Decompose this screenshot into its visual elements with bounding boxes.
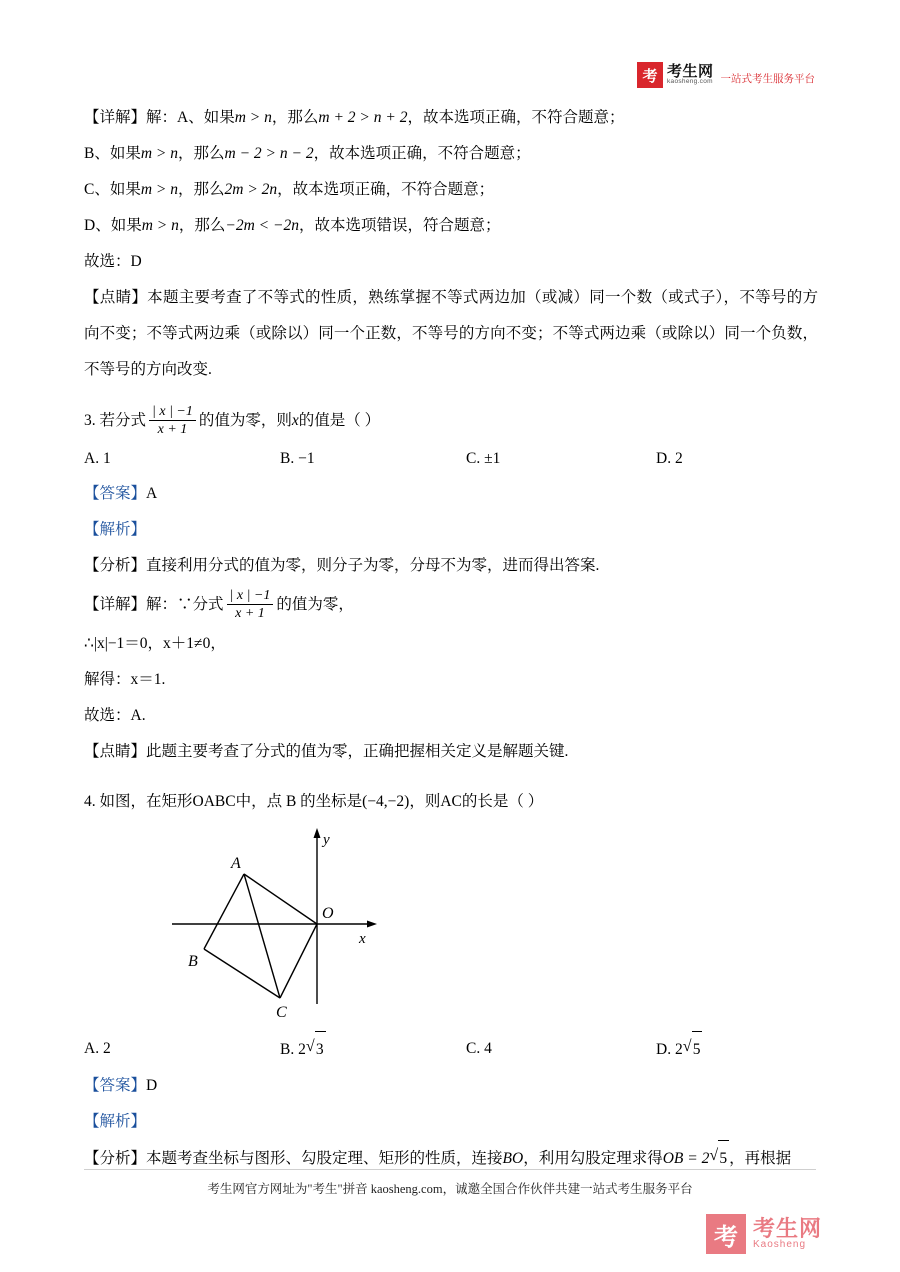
q3-xiangjie-line: [84, 584, 818, 626]
detail-line-d: [84, 208, 818, 244]
q3-options: [84, 442, 818, 476]
detail-a-mid: ，那么: [271, 109, 319, 126]
detail-b-expr: m − 2 > n − 2: [224, 145, 314, 162]
q4-answer-label: 【答案】: [84, 1077, 147, 1094]
question-4-stem: [84, 784, 818, 820]
q4-fenxi-bo: BO: [502, 1150, 524, 1167]
q4-option-d[interactable]: [656, 1031, 702, 1068]
detail-answer-line: 故选：D: [84, 253, 142, 270]
q4-number: 4.: [84, 793, 96, 810]
q3-answer-value: A: [146, 485, 158, 502]
q3-stem-end: 的值是（ ）: [298, 412, 381, 429]
q3-because-symbol: ∵: [177, 596, 193, 613]
q4-option-b-sqrt: [306, 1031, 326, 1068]
q4-option-d-sqrt: [683, 1031, 703, 1068]
detail-b-ineq: m > n: [140, 145, 178, 162]
label-B: B: [188, 953, 198, 970]
q4-option-b-prefix: B.: [280, 1041, 295, 1058]
label-x: x: [359, 931, 366, 947]
q3-fraction: [149, 403, 196, 438]
question-3-stem: [84, 400, 818, 442]
q3-option-b[interactable]: B. −1: [280, 450, 315, 467]
q3-xiangjie-tail: 的值为零，: [276, 596, 354, 613]
detail-d-prefix: D、如果: [84, 217, 142, 234]
q3-xiangjie-label: 【详解】解：: [84, 596, 178, 613]
q3-xj-frac-denominator: x + 1: [227, 604, 274, 622]
logo-text: [667, 64, 714, 87]
watermark-text: [753, 1217, 822, 1252]
detail-line-b: [84, 136, 818, 172]
detail-d-ineq: m > n: [141, 217, 179, 234]
detail-a-prefix: 【详解】解：A、如果: [84, 109, 235, 126]
label-O: O: [322, 905, 334, 922]
watermark: [706, 1214, 822, 1254]
logo-name: 考生网: [666, 62, 714, 80]
q4-answer-line: [84, 1068, 818, 1104]
detail-c-ineq: m > n: [140, 181, 178, 198]
q4-figure: [84, 826, 818, 1031]
q4-fenxi-line: [84, 1140, 818, 1177]
q4-option-d-prefix: D.: [656, 1041, 672, 1058]
q4-fenxi-label: 【分析】: [84, 1150, 147, 1167]
q3-option-d[interactable]: D. 2: [656, 450, 683, 467]
q3-step-2: 解得：x＝1.: [84, 671, 166, 688]
q3-dianjing: 【点睛】此题主要考查了分式的值为零，正确把握相关定义是解题关键.: [84, 743, 569, 760]
page-footer: [0, 1179, 900, 1198]
q3-fenxi-text: 直接利用分式的值为零，则分子为零，分母不为零，进而得出答案.: [146, 557, 600, 574]
detail-c-prefix: C、如果: [84, 181, 141, 198]
coordinate-figure-svg: [84, 826, 818, 1031]
footer-divider: [84, 1169, 816, 1170]
q3-fenxi-label: 【分析】: [84, 557, 147, 574]
watermark-pinyin: Kaosheng: [752, 1239, 807, 1251]
q4-fenxi-text-1: 本题考查坐标与图形、勾股定理、矩形的性质，连接: [146, 1150, 503, 1167]
q4-analysis-label: 【解析】: [84, 1113, 147, 1130]
q4-option-b-coef: 2: [298, 1041, 306, 1058]
label-y: y: [323, 832, 330, 848]
q3-xj-frac-numerator: | x | −1: [229, 587, 271, 603]
footer-text: 考生网官方网址为"考生"拼音 kaosheng.com，诚邀全国合作伙伴共建一站式考生服务平台: [207, 1182, 693, 1196]
detail-line-c: [84, 172, 818, 208]
logo-mark-icon: [637, 62, 663, 88]
watermark-mark-icon: [706, 1214, 746, 1254]
q4-option-d-radicand: 5: [692, 1031, 703, 1068]
q3-option-a[interactable]: A. 1: [84, 450, 111, 467]
detail-a-expr: m + 2 > n + 2: [318, 109, 408, 126]
detail-a-ineq: m > n: [234, 109, 272, 126]
q4-option-b-radicand: 3: [315, 1031, 326, 1068]
detail-b-mid: ，那么: [178, 145, 225, 162]
q4-options: [84, 1031, 818, 1068]
logo-domain: kaosheng.com: [666, 78, 713, 86]
logo-slogan: 一站式考生服务平台: [720, 73, 815, 85]
detail-c-suffix: ，故本选项正确，不符合题意；: [277, 181, 495, 198]
q4-fenxi-text-3: ，再根据: [729, 1150, 792, 1167]
q3-fenshi-word: 分式: [192, 596, 224, 613]
q3-answer-line: [84, 476, 818, 512]
q3-analysis-label: 【解析】: [84, 521, 147, 538]
q4-answer-value: D: [146, 1077, 158, 1094]
watermark-name: 考生网: [752, 1215, 822, 1241]
q4-stem-text: 如图，在矩形OABC中，点 B 的坐标是(−4,−2)，则AC的长是（ ）: [99, 793, 544, 810]
detail-d-expr: −2m < −2n: [225, 217, 299, 234]
q3-fenxi-line: [84, 548, 818, 584]
q3-stem-prefix: 若分式: [99, 412, 147, 429]
q4-option-c[interactable]: C. 4: [466, 1040, 492, 1057]
q3-option-c[interactable]: C. ±1: [466, 450, 501, 467]
q4-option-b[interactable]: [280, 1031, 466, 1068]
label-C: C: [276, 1004, 287, 1021]
q4-fenxi-ob: OB = 2: [662, 1150, 710, 1167]
detail-b-prefix: B、如果: [84, 145, 141, 162]
dianjing-paragraph: 【点睛】本题主要考查了不等式的性质，熟练掌握不等式两边加（或减）同一个数（或式子），不等号的方向不变；不等式两边乘（或除以）同一个正数，不等号的方向不变；不等式两边乘（或除以）同一个负数，不等号的方向改变.: [84, 289, 818, 378]
watermark-mark-char: 考: [713, 1223, 738, 1251]
detail-line-a: [84, 100, 818, 136]
q4-option-a[interactable]: A. 2: [84, 1040, 111, 1057]
label-A: A: [231, 855, 241, 872]
logo-mark-char: 考: [642, 67, 658, 85]
q3-step-3: 故选：A.: [84, 707, 146, 724]
q3-variable: x: [291, 412, 299, 429]
q3-frac-denominator: x + 1: [149, 420, 196, 438]
detail-b-suffix: ，故本选项正确，不符合题意；: [313, 145, 531, 162]
q3-number: 3.: [84, 412, 96, 429]
q3-stem-suffix: 的值为零，则: [198, 412, 292, 429]
q4-fenxi-text-2: ，利用勾股定理求得: [523, 1150, 663, 1167]
q3-answer-label: 【答案】: [84, 485, 147, 502]
site-logo: [637, 62, 815, 88]
detail-d-suffix: ，故本选项错误，符合题意；: [298, 217, 501, 234]
detail-c-expr: 2m > 2n: [224, 181, 278, 198]
q4-option-d-coef: 2: [674, 1041, 683, 1058]
q3-step-1: ∴|x|−1＝0，x＋1≠0，: [84, 635, 226, 652]
document-content: [84, 100, 818, 1177]
q3-frac-numerator: | x | −1: [152, 403, 193, 419]
q4-fenxi-sqrt: [709, 1140, 729, 1177]
detail-d-mid: ，那么: [178, 217, 226, 234]
detail-c-mid: ，那么: [178, 181, 225, 198]
q3-xiangjie-fraction: [227, 587, 274, 622]
detail-a-suffix: ，故本选项正确，不符合题意；: [407, 109, 625, 126]
q4-fenxi-radicand: 5: [718, 1140, 729, 1177]
